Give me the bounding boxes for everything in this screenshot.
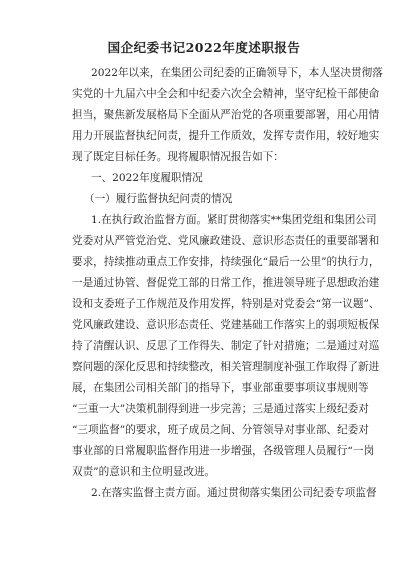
paragraph-line: 持了清醒认识、反思了工作得失、制定了针对措施；二是通过对巡	[72, 340, 380, 352]
paragraph-line: 用力开展监督执纪问责，提升工作质效，发挥专责作用，较好地实	[72, 130, 380, 142]
subsection-heading: （一）履行监督执纪问责的情况	[84, 193, 233, 205]
paragraph-line: 双责”的意识和主位明显改进。	[72, 466, 216, 478]
paragraph-line: 展，在集团公司相关部门的指导下，事业部重要事项议事规则等	[72, 382, 369, 394]
paragraph-line: 担当，聚焦新发展格局下全面从严治党的各项重要部署，用心用情	[72, 109, 380, 121]
paragraph-line: 2.在落实监督主责方面。通过贯彻落实集团公司纪委专项监督	[91, 487, 377, 499]
paragraph-line: 现了既定目标任务。现将履职情况报告如下：	[72, 151, 284, 163]
paragraph-line: 要求，持续推动重点工作安排，持续强化“最后一公里”的执行力，	[72, 256, 380, 268]
section-heading: 一、2022年度履职情况	[91, 172, 203, 184]
paragraph-line: 实党的十九届六中全会和中纪委六次全会精神，坚守纪检干部使命	[72, 88, 380, 100]
paragraph-line: 党委对从严管党治党、党风廉政建设、意识形态责任的重要部署和	[72, 235, 380, 247]
paragraph-line: 2022年以来，在集团公司纪委的正确领导下，本人坚决贯彻落	[91, 67, 383, 79]
paragraph-line: 一是通过协管、督促党工部的日常工作，推进领导班子思想政治建	[72, 277, 380, 289]
paragraph-line: “三项监督”的要求，班子成员之间、分管领导对事业部、纪委对	[72, 424, 369, 436]
report-title: 国企纪委书记2022年度述职报告	[107, 40, 301, 55]
paragraph-line: “三重一大”决策机制得到进一步完善；三是通过落实上级纪委对	[72, 403, 369, 415]
paragraph-line: 设和支委班子工作规范及作用发挥，特别是对党委会“第一议题”、	[72, 298, 380, 310]
paragraph-line: 察问题的深化反思和持续整改，相关管理制度补强工作取得了新进	[72, 361, 380, 373]
paragraph-line: 党风廉政建设、意识形态责任、党建基础工作落实上的弱项短板保	[72, 319, 380, 331]
paragraph-line: 1.在执行政治监督方面。紧盯贯彻落实**集团党组和集团公司	[91, 214, 377, 226]
paragraph-line: 事业部的日常履职监督作用进一步增强，各级管理人员履行“一岗	[72, 445, 375, 457]
